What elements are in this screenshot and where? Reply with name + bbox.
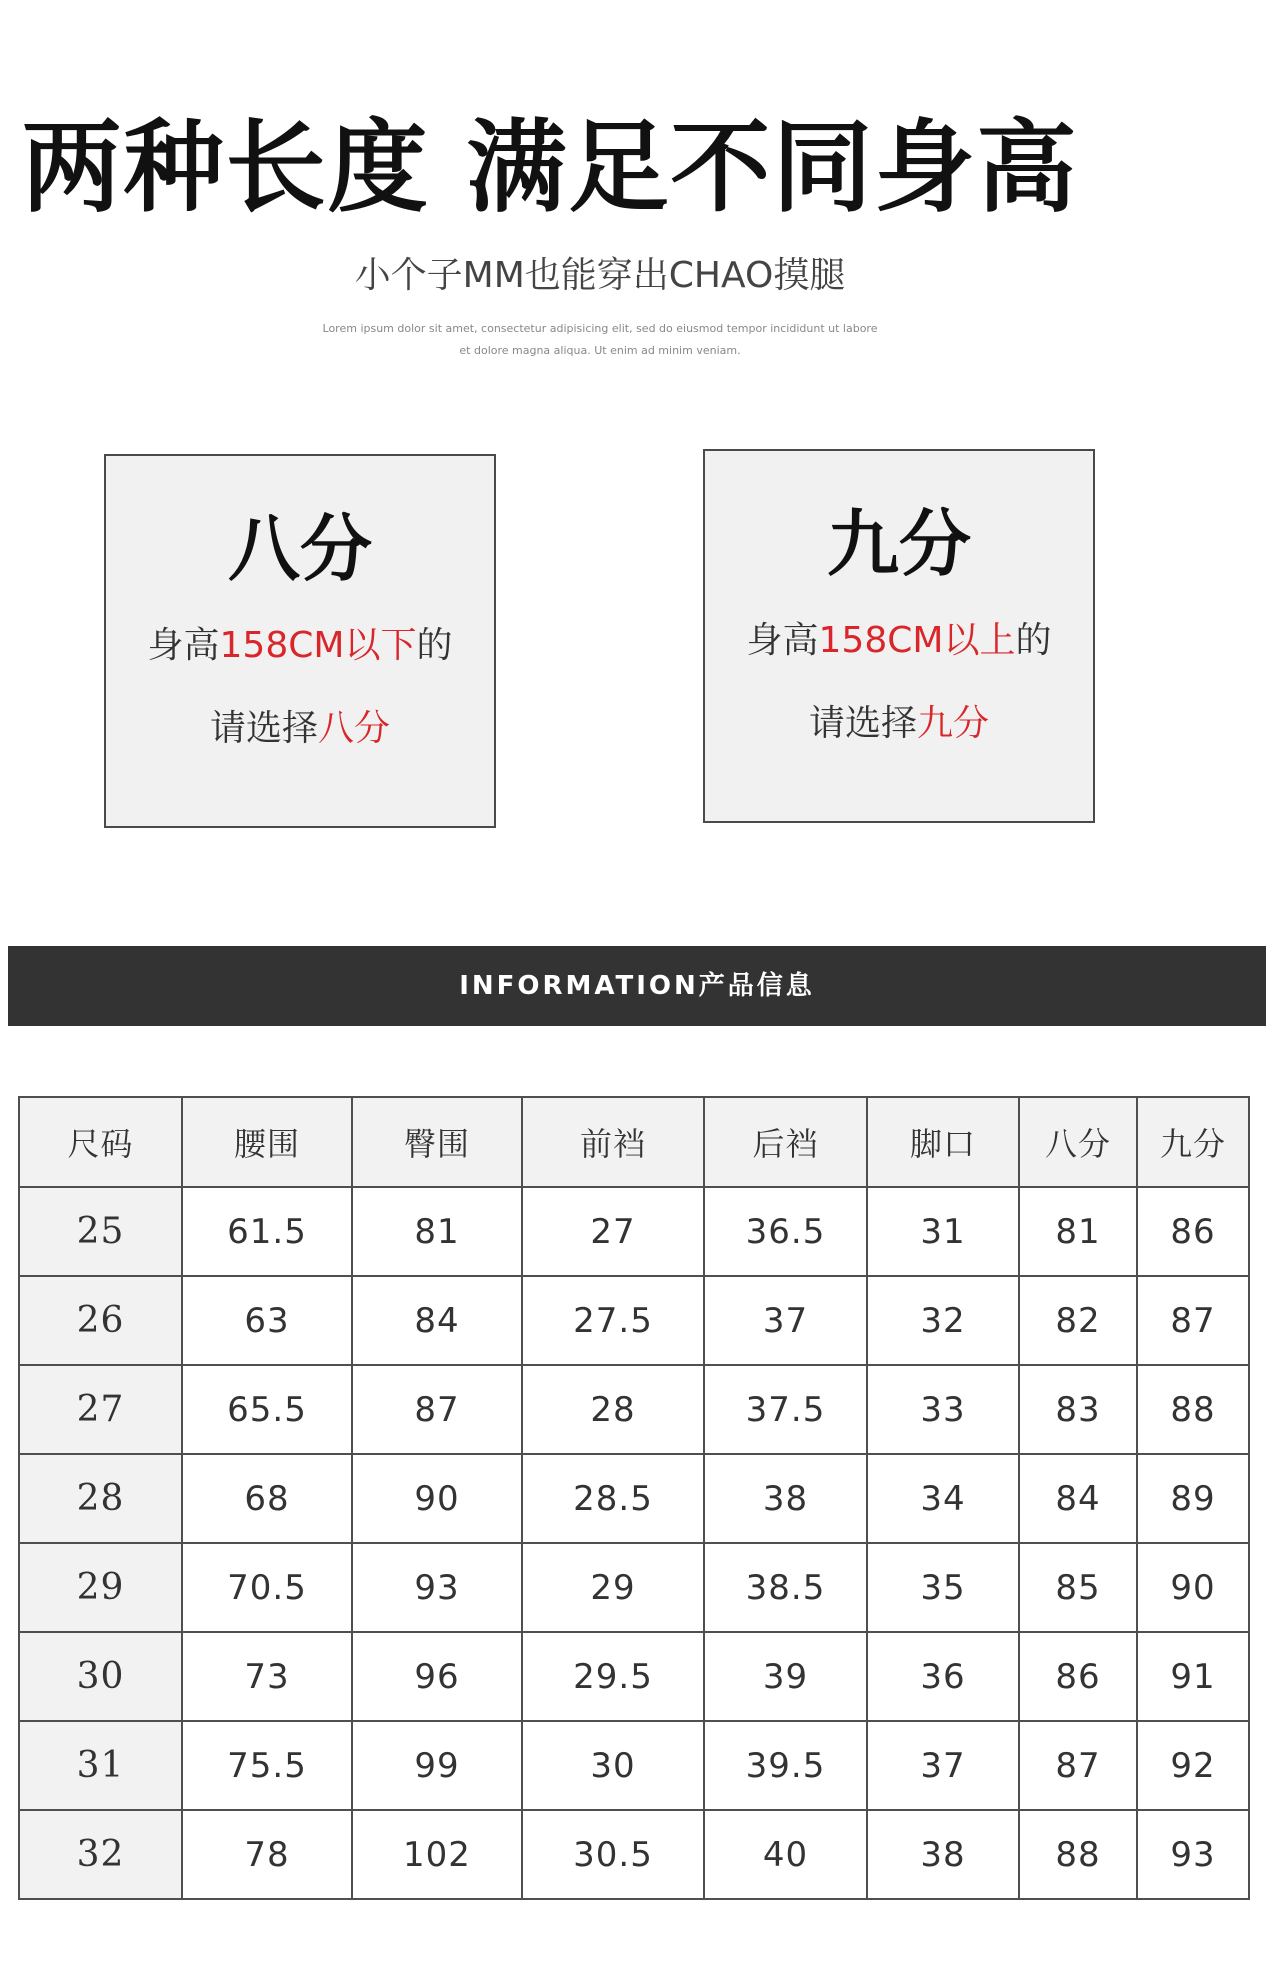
header-nine-tenths-length: 九分	[1137, 1097, 1249, 1187]
subheadline: 小个子MM也能穿出CHAO摸腿	[354, 255, 846, 296]
front-rise-cell: 28	[522, 1365, 704, 1454]
leg-opening-cell: 32	[867, 1276, 1019, 1365]
eight-tenths-length-cell: 81	[1019, 1187, 1137, 1276]
leg-opening-cell: 33	[867, 1365, 1019, 1454]
height-threshold: 158CM以下	[219, 625, 417, 666]
size-cell: 27	[19, 1365, 182, 1454]
placeholder-caption-line-1: Lorem ipsum dolor sit amet, consectetur adipisicing elit, sed do eiusmod tempor incididunt ut labore	[322, 322, 878, 335]
front-rise-cell: 30.5	[522, 1810, 704, 1899]
advice-length: 八分	[318, 708, 391, 749]
table-row	[19, 1632, 1249, 1721]
information-bar: INFORMATION产品信息	[8, 946, 1266, 1026]
table-header-row	[19, 1097, 1249, 1187]
header-hip: 臀围	[352, 1097, 522, 1187]
advice-label: 请选择	[808, 703, 917, 744]
back-rise-cell: 36.5	[704, 1187, 867, 1276]
waist-cell: 68	[182, 1454, 352, 1543]
hip-cell: 87	[352, 1365, 522, 1454]
header-eight-tenths-length: 八分	[1019, 1097, 1137, 1187]
table-row	[19, 1721, 1249, 1810]
height-label: 身高	[746, 620, 819, 661]
table-row	[19, 1365, 1249, 1454]
nine-tenths-length-cell: 90	[1137, 1543, 1249, 1632]
hip-cell: 99	[352, 1721, 522, 1810]
leg-opening-cell: 37	[867, 1721, 1019, 1810]
front-rise-cell: 29	[522, 1543, 704, 1632]
height-label: 身高	[147, 625, 220, 666]
height-rule	[106, 621, 494, 671]
nine-tenths-length-cell: 91	[1137, 1632, 1249, 1721]
length-advice	[705, 699, 1093, 749]
waist-cell: 63	[182, 1276, 352, 1365]
eight-tenths-length-cell: 85	[1019, 1543, 1137, 1632]
height-rule	[705, 616, 1093, 666]
length-card-nine-tenths	[703, 449, 1095, 823]
hip-cell: 84	[352, 1276, 522, 1365]
back-rise-cell: 37.5	[704, 1365, 867, 1454]
header-front-rise: 前裆	[522, 1097, 704, 1187]
eight-tenths-length-cell: 88	[1019, 1810, 1137, 1899]
back-rise-cell: 37	[704, 1276, 867, 1365]
hip-cell: 81	[352, 1187, 522, 1276]
table-row	[19, 1276, 1249, 1365]
nine-tenths-length-cell: 93	[1137, 1810, 1249, 1899]
eight-tenths-length-cell: 87	[1019, 1721, 1137, 1810]
card-title: 九分	[826, 502, 971, 586]
waist-cell: 73	[182, 1632, 352, 1721]
eight-tenths-length-cell: 83	[1019, 1365, 1137, 1454]
placeholder-caption	[290, 318, 910, 362]
nine-tenths-length-cell: 87	[1137, 1276, 1249, 1365]
size-cell: 31	[19, 1721, 182, 1810]
eight-tenths-length-cell: 82	[1019, 1276, 1137, 1365]
size-cell: 29	[19, 1543, 182, 1632]
waist-cell: 65.5	[182, 1365, 352, 1454]
waist-cell: 70.5	[182, 1543, 352, 1632]
back-rise-cell: 39.5	[704, 1721, 867, 1810]
size-table	[18, 1096, 1250, 1900]
card-title: 八分	[227, 507, 372, 591]
back-rise-cell: 38	[704, 1454, 867, 1543]
table-row	[19, 1810, 1249, 1899]
nine-tenths-length-cell: 88	[1137, 1365, 1249, 1454]
table-row	[19, 1454, 1249, 1543]
size-cell: 30	[19, 1632, 182, 1721]
front-rise-cell: 30	[522, 1721, 704, 1810]
back-rise-cell: 39	[704, 1632, 867, 1721]
size-cell: 25	[19, 1187, 182, 1276]
header-size: 尺码	[19, 1097, 182, 1187]
front-rise-cell: 27	[522, 1187, 704, 1276]
nine-tenths-length-cell: 92	[1137, 1721, 1249, 1810]
table-row	[19, 1543, 1249, 1632]
placeholder-caption-line-2: et dolore magna aliqua. Ut enim ad minim veniam.	[459, 344, 741, 357]
hip-cell: 102	[352, 1810, 522, 1899]
hip-cell: 93	[352, 1543, 522, 1632]
height-threshold: 158CM以上	[818, 620, 1016, 661]
eight-tenths-length-cell: 84	[1019, 1454, 1137, 1543]
leg-opening-cell: 34	[867, 1454, 1019, 1543]
nine-tenths-length-cell: 89	[1137, 1454, 1249, 1543]
front-rise-cell: 29.5	[522, 1632, 704, 1721]
front-rise-cell: 27.5	[522, 1276, 704, 1365]
advice-label: 请选择	[209, 708, 318, 749]
back-rise-cell: 40	[704, 1810, 867, 1899]
headline: 两种长度 满足不同身高	[21, 109, 1079, 226]
leg-opening-cell: 35	[867, 1543, 1019, 1632]
leg-opening-cell: 36	[867, 1632, 1019, 1721]
back-rise-cell: 38.5	[704, 1543, 867, 1632]
waist-cell: 61.5	[182, 1187, 352, 1276]
waist-cell: 78	[182, 1810, 352, 1899]
size-cell: 32	[19, 1810, 182, 1899]
waist-cell: 75.5	[182, 1721, 352, 1810]
table-row	[19, 1187, 1249, 1276]
length-advice	[106, 704, 494, 754]
advice-length: 九分	[917, 703, 990, 744]
height-suffix: 的	[416, 625, 453, 666]
hip-cell: 96	[352, 1632, 522, 1721]
nine-tenths-length-cell: 86	[1137, 1187, 1249, 1276]
header-back-rise: 后裆	[704, 1097, 867, 1187]
leg-opening-cell: 38	[867, 1810, 1019, 1899]
size-cell: 28	[19, 1454, 182, 1543]
leg-opening-cell: 31	[867, 1187, 1019, 1276]
size-cell: 26	[19, 1276, 182, 1365]
length-card-eight-tenths	[104, 454, 496, 828]
hip-cell: 90	[352, 1454, 522, 1543]
front-rise-cell: 28.5	[522, 1454, 704, 1543]
header-leg-opening: 脚口	[867, 1097, 1019, 1187]
eight-tenths-length-cell: 86	[1019, 1632, 1137, 1721]
header-waist: 腰围	[182, 1097, 352, 1187]
height-suffix: 的	[1015, 620, 1052, 661]
